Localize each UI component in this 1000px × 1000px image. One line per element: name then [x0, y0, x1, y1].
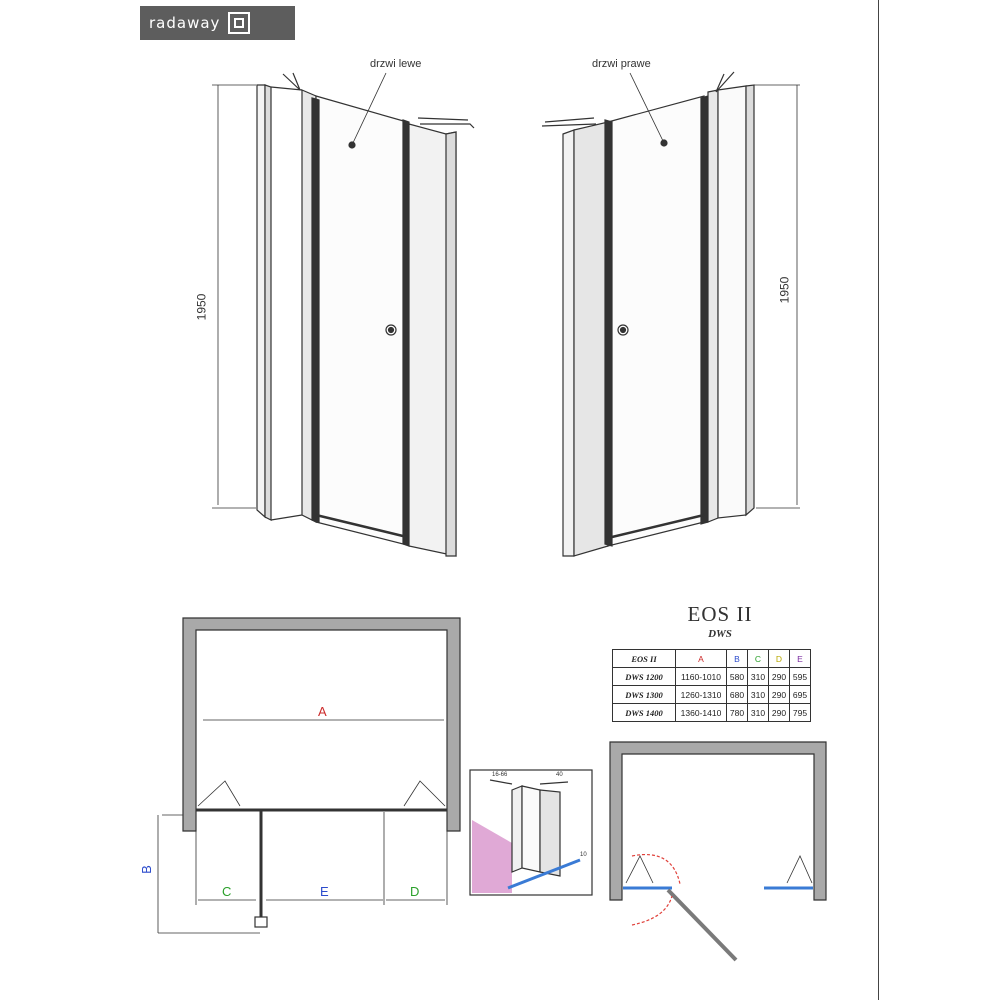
brand-name: radaway: [149, 14, 221, 32]
row-e: 695: [790, 686, 811, 704]
header-c: C: [748, 650, 769, 668]
dimension-e-label: E: [320, 884, 329, 899]
row-d: 290: [769, 704, 790, 722]
header-model: EOS II: [613, 650, 676, 668]
row-b: 780: [727, 704, 748, 722]
dimension-b-label: B: [138, 865, 154, 874]
left-door-label: drzwi lewe: [370, 58, 422, 70]
row-model: DWS 1300: [613, 686, 676, 704]
row-d: 290: [769, 668, 790, 686]
row-c: 310: [748, 668, 769, 686]
right-door-label: drzwi prawe: [592, 58, 651, 70]
product-subtitle: DWS: [708, 628, 732, 640]
row-model: DWS 1200: [613, 668, 676, 686]
detail-bottom: 10: [580, 852, 587, 858]
product-title: EOS II: [687, 602, 753, 626]
dimension-c-label: C: [222, 884, 232, 899]
detail-gap-range: 16-66: [492, 772, 508, 778]
table-row: [613, 686, 811, 704]
row-model: DWS 1400: [613, 704, 676, 722]
right-door-elevation: [542, 72, 800, 556]
header-a: A: [676, 650, 727, 668]
row-e: 795: [790, 704, 811, 722]
table-row: [613, 704, 811, 722]
header-b: B: [727, 650, 748, 668]
row-a: 1260-1310: [676, 686, 727, 704]
left-door-elevation: [212, 73, 474, 556]
row-b: 680: [727, 686, 748, 704]
swing-plan: [610, 742, 826, 960]
detail-width: 40: [556, 772, 563, 778]
table-row: [613, 668, 811, 686]
right-height-dimension: 1950: [777, 276, 792, 304]
row-d: 290: [769, 686, 790, 704]
header-d: D: [769, 650, 790, 668]
header-e: E: [790, 650, 811, 668]
row-a: 1360-1410: [676, 704, 727, 722]
row-c: 310: [748, 686, 769, 704]
left-height-dimension: 1950: [194, 293, 209, 321]
row-b: 580: [727, 668, 748, 686]
row-c: 310: [748, 704, 769, 722]
dimension-a-label: A: [318, 704, 327, 719]
table-header-row: [613, 650, 811, 668]
dimension-d-label: D: [410, 884, 420, 899]
profile-detail: [470, 770, 592, 895]
row-e: 595: [790, 668, 811, 686]
spec-table: [612, 649, 811, 722]
row-a: 1160-1010: [676, 668, 727, 686]
